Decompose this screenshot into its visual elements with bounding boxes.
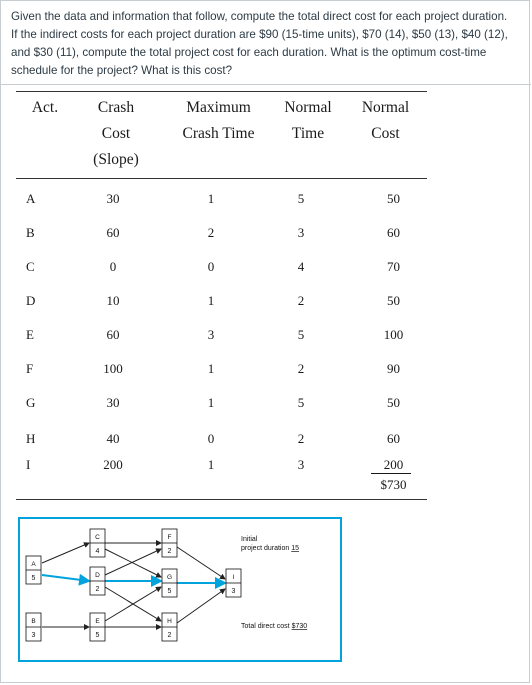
header-max-crash-line2: Crash Time	[182, 125, 255, 142]
svg-text:4: 4	[95, 548, 100, 555]
cell-normal-cost: 60	[387, 225, 400, 240]
cell-slope: 10	[106, 293, 120, 308]
table-top-rule	[16, 91, 427, 92]
total-direct-cost: $730	[380, 477, 407, 492]
cell-normal-time: 2	[297, 293, 305, 308]
cell-normal-cost: 200	[383, 457, 404, 472]
cell-act: D	[26, 293, 36, 308]
table-row	[16, 359, 427, 379]
node-d	[90, 567, 105, 595]
header-act: Act.	[31, 99, 59, 116]
divider	[1, 84, 531, 85]
initial-label: Initial	[241, 536, 258, 543]
cell-normal-time: 4	[297, 259, 305, 274]
node-f	[162, 529, 177, 557]
cell-max-crash: 0	[207, 259, 215, 274]
svg-text:D: D	[95, 572, 100, 579]
cell-act: I	[26, 457, 31, 472]
table-row	[16, 223, 427, 243]
svg-text:2: 2	[167, 632, 172, 639]
svg-text:3: 3	[31, 632, 36, 639]
svg-text:I: I	[232, 574, 235, 581]
arrow-f-i	[177, 547, 225, 579]
cell-slope: 200	[103, 457, 123, 472]
cell-act: E	[26, 327, 34, 342]
table-row	[16, 393, 427, 413]
node-c	[90, 529, 105, 557]
node-a	[26, 556, 41, 584]
table-bottom-rule	[16, 499, 427, 500]
cell-normal-time: 5	[297, 327, 305, 342]
cell-max-crash: 1	[207, 293, 215, 308]
header-max-crash-line1: Maximum	[186, 99, 251, 116]
svg-text:5: 5	[31, 575, 36, 582]
cell-normal-cost: 90	[387, 361, 400, 376]
table-total-row	[16, 475, 427, 495]
cell-normal-time: 3	[297, 457, 305, 472]
cell-normal-time: 5	[297, 191, 305, 206]
svg-text:A: A	[31, 561, 36, 568]
cell-normal-cost: 60	[387, 431, 400, 446]
node-i	[226, 569, 241, 597]
node-e	[90, 613, 105, 641]
cell-max-crash: 3	[207, 327, 215, 342]
project-duration-value: 15	[291, 545, 300, 552]
arrow-a-c	[42, 543, 89, 563]
svg-text:5: 5	[95, 632, 100, 639]
header-crash-cost-line2: Cost	[101, 125, 131, 142]
node-g	[162, 569, 177, 597]
cell-normal-time: 5	[297, 395, 305, 410]
cell-slope: 30	[106, 395, 120, 410]
cell-normal-cost: 70	[387, 259, 400, 274]
cell-act: B	[26, 225, 35, 240]
table-header-rule	[16, 178, 427, 179]
cell-max-crash: 1	[207, 395, 215, 410]
total-direct-cost-value: $730	[291, 623, 308, 630]
cell-normal-time: 3	[297, 225, 305, 240]
svg-text:B: B	[31, 618, 36, 625]
arrow-h-i	[177, 589, 225, 623]
header-normal-time-line2: Time	[291, 125, 325, 142]
project-duration-label: project duration 15	[241, 545, 300, 552]
cell-normal-cost: 50	[387, 293, 400, 308]
cell-slope: 0	[109, 259, 117, 274]
arrow-a-d	[42, 575, 89, 581]
cell-slope: 30	[106, 191, 120, 206]
network-svg	[20, 519, 340, 660]
svg-text:E: E	[95, 618, 100, 625]
question-text: Given the data and information that follow, compute the total direct cost for each project duration. If the indirect costs for each project duration are $90 (15-time units), $70 (14), $50 (13), $40 (12), and $30 (11), compute the total project cost for each duration. What is the optimum cost-time schedule for the project? What is this cost?	[11, 10, 508, 77]
svg-text:5: 5	[167, 588, 172, 595]
svg-text:2: 2	[167, 548, 172, 555]
cell-max-crash: 1	[207, 191, 215, 206]
table-row	[16, 455, 427, 475]
svg-text:F: F	[167, 534, 172, 541]
table-row	[16, 325, 427, 345]
cell-max-crash: 0	[207, 431, 215, 446]
table-row	[16, 291, 427, 311]
cell-slope: 60	[106, 327, 120, 342]
cell-slope: 40	[106, 431, 120, 446]
svg-text:C: C	[95, 534, 100, 541]
cell-act: G	[26, 395, 36, 410]
svg-text:H: H	[167, 618, 172, 625]
table-row	[16, 189, 427, 209]
svg-text:3: 3	[231, 588, 236, 595]
svg-text:G: G	[166, 574, 173, 581]
cell-normal-cost: 50	[387, 191, 400, 206]
cell-max-crash: 1	[207, 457, 215, 472]
cell-act: A	[26, 191, 36, 206]
header-normal-cost-line1: Normal	[361, 99, 410, 116]
cell-act: H	[26, 431, 36, 446]
network-diagram	[18, 517, 342, 662]
header-normal-cost-line2: Cost	[371, 125, 400, 142]
header-crash-cost-line3: (Slope)	[93, 151, 139, 168]
node-h	[162, 613, 177, 641]
cell-slope: 100	[103, 361, 123, 376]
total-underline	[371, 473, 411, 474]
total-direct-cost-label: Total direct cost $730	[241, 623, 308, 630]
cell-normal-time: 2	[297, 361, 305, 376]
header-normal-time-line1: Normal	[284, 99, 332, 116]
cell-max-crash: 2	[207, 225, 215, 240]
cell-normal-cost: 50	[387, 395, 400, 410]
cell-normal-cost: 100	[383, 327, 404, 342]
cell-max-crash: 1	[207, 361, 215, 376]
table-row	[16, 257, 427, 277]
cell-slope: 60	[106, 225, 120, 240]
svg-text:2: 2	[95, 586, 100, 593]
node-b	[26, 613, 41, 641]
cell-act: C	[26, 259, 35, 274]
cell-normal-time: 2	[297, 431, 305, 446]
cell-act: F	[26, 361, 34, 376]
table-row	[16, 429, 427, 449]
header-crash-cost-line1: Crash	[97, 99, 135, 116]
